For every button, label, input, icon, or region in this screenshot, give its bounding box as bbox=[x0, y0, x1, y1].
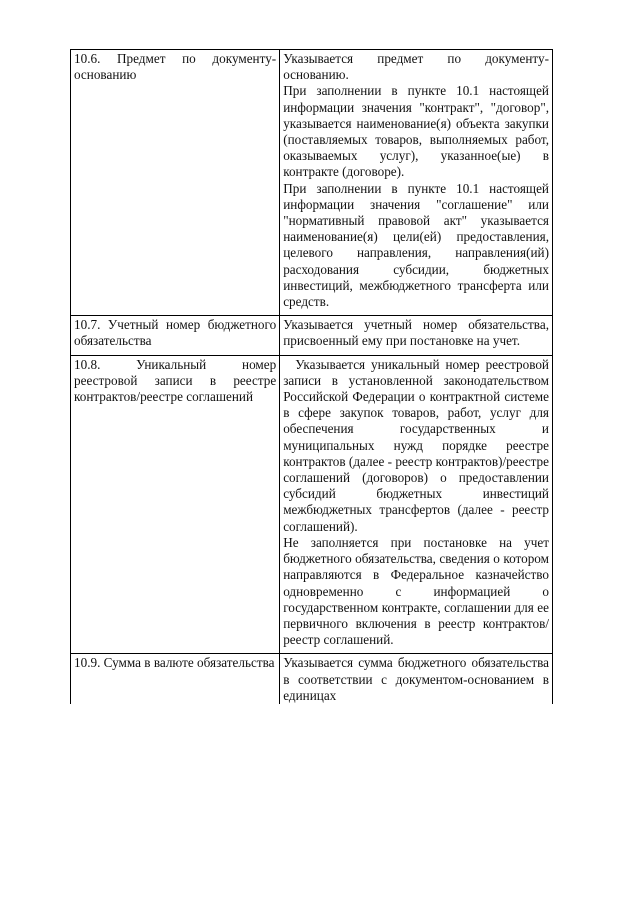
description-paragraph: Указывается уникальный номер реестровой записи в установленной законодательством Российской Федерации о контрактной системе в сфере закупок товаров, работ, услуг для обеспечения государственных и муниципальных нужд порядке реестре контрактов (далее - реестр контрактов)/реестре соглашений (договоров) о предоставлении субсидий бюджетных инвестиций межбюджетных трансфертов (далее - реестр соглашений). bbox=[283, 356, 549, 534]
field-name-cell bbox=[71, 355, 280, 654]
field-name-cell bbox=[71, 316, 280, 355]
description-paragraph: Не заполняется при постановке на учет бюджетного обязательства, сведения о котором направляются в Федеральное казначейство одновременно с информацией о государственном контракте, соглашении для ее первичного включения в реестр контрактов/реестр соглашений. bbox=[283, 534, 549, 648]
field-description-cell bbox=[280, 654, 553, 704]
description-paragraph: При заполнении в пункте 10.1 настоящей информации значения "соглашение" или "нормативный правовой акт" указывается наименование(я) цели(ей) предоставления, целевого направления, направления(ий) расходования субсидии, бюджетных инвестиций, межбюджетного трансферта или средств. bbox=[283, 180, 549, 310]
table-row bbox=[71, 316, 553, 355]
field-name: 10.8. Уникальный номер реестровой записи в реестре контрактов/реестре соглашений bbox=[74, 356, 277, 405]
field-name: 10.7. Учетный номер бюджетного обязательства bbox=[74, 317, 277, 349]
field-name: 10.6. Предмет по документу-основанию bbox=[74, 51, 277, 83]
field-name: 10.9. Сумма в валюте обязательства bbox=[74, 655, 275, 671]
description-paragraph: Указывается сумма бюджетного обязательства в соответствии с документом-основанием в единицах bbox=[283, 655, 549, 703]
table-row bbox=[71, 355, 553, 654]
requirements-table bbox=[70, 49, 553, 704]
field-name-cell bbox=[71, 654, 280, 704]
table-row bbox=[71, 50, 553, 316]
field-description-cell bbox=[280, 50, 553, 316]
field-name-cell bbox=[71, 50, 280, 316]
table-row bbox=[71, 654, 553, 704]
description-paragraph: Указывается учетный номер обязательства, присвоенный ему при постановке на учет. bbox=[283, 317, 549, 349]
description-paragraph: При заполнении в пункте 10.1 настоящей информации значения "контракт", "договор", указывается наименование(я) объекта закупки (поставляемых товаров, выполняемых работ, оказываемых услуг), указанное(ые) в контракте (договоре). bbox=[283, 83, 549, 180]
field-description-cell bbox=[280, 316, 553, 355]
field-description-cell bbox=[280, 355, 553, 654]
description-paragraph: Указывается предмет по документу-основанию. bbox=[283, 51, 549, 83]
